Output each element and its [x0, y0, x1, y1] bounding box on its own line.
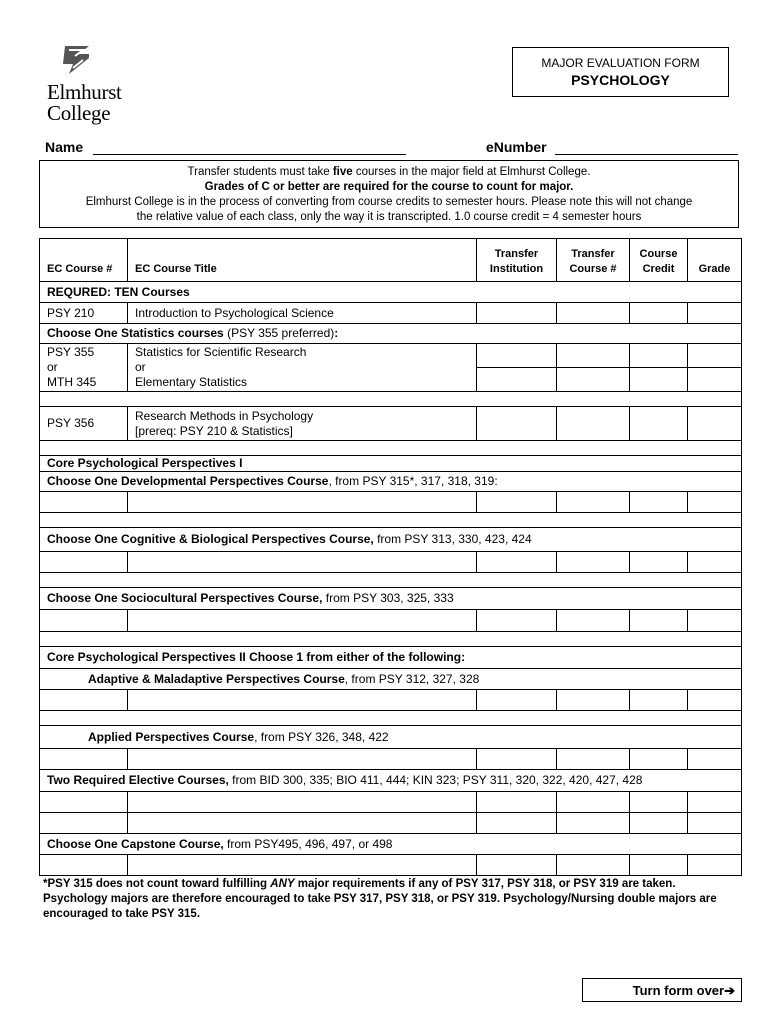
- notice-line-3: Elmhurst College is in the process of converting from course credits to semester hours. Please note this will not change: [85, 196, 693, 208]
- transfer-institution-cell[interactable]: [477, 303, 557, 324]
- transfer-institution-cell[interactable]: [477, 690, 557, 711]
- transfer-notice: [39, 160, 739, 228]
- required-heading: REQURED: TEN Courses: [40, 282, 742, 303]
- transfer-institution-cell[interactable]: [477, 407, 557, 441]
- transfer-course-cell[interactable]: [557, 690, 630, 711]
- course-num: PSY 355 or MTH 345: [40, 344, 128, 392]
- core1-heading: Core Psychological Perspectives I: [40, 456, 742, 472]
- credit-cell[interactable]: [630, 492, 688, 513]
- table-row: [40, 552, 742, 573]
- table-row: [40, 492, 742, 513]
- course-title: Introduction to Psychological Science: [128, 303, 477, 324]
- transfer-institution-cell[interactable]: [477, 368, 557, 392]
- course-num: PSY 210: [40, 303, 128, 324]
- course-num-cell[interactable]: [40, 749, 128, 770]
- grade-cell[interactable]: [688, 749, 742, 770]
- grade-cell[interactable]: [688, 792, 742, 813]
- spacer-row: [40, 711, 742, 726]
- course-num-cell[interactable]: [40, 813, 128, 834]
- credit-cell[interactable]: [630, 303, 688, 324]
- college-logo: [47, 44, 157, 124]
- course-num-cell[interactable]: [40, 492, 128, 513]
- header-row: [40, 239, 742, 282]
- credit-cell[interactable]: [630, 552, 688, 573]
- cog-heading: Choose One Cognitive & Biological Perspectives Course, from PSY 313, 330, 423, 424: [40, 528, 742, 552]
- header-course-title: EC Course Title: [128, 239, 477, 282]
- logo-mark-icon: [59, 44, 93, 78]
- enumber-label: eNumber: [485, 139, 547, 155]
- transfer-course-cell[interactable]: [557, 610, 630, 632]
- table-row: [40, 813, 742, 834]
- transfer-course-cell[interactable]: [557, 303, 630, 324]
- course-title: Statistics for Scientific Research or Elementary Statistics: [128, 344, 477, 392]
- course-num-cell[interactable]: [40, 610, 128, 632]
- credit-cell[interactable]: [630, 407, 688, 441]
- logo-line-1: Elmhurst: [47, 80, 122, 104]
- credit-cell[interactable]: [630, 344, 688, 368]
- transfer-course-cell[interactable]: [557, 813, 630, 834]
- form-subject: PSYCHOLOGY: [571, 72, 670, 88]
- transfer-institution-cell[interactable]: [477, 344, 557, 368]
- course-title-cell[interactable]: [128, 749, 477, 770]
- course-table: [39, 238, 742, 876]
- transfer-institution-cell[interactable]: [477, 749, 557, 770]
- credit-cell[interactable]: [630, 610, 688, 632]
- credit-cell[interactable]: [630, 792, 688, 813]
- grade-cell[interactable]: [688, 690, 742, 711]
- credit-cell[interactable]: [630, 813, 688, 834]
- course-num-cell[interactable]: [40, 690, 128, 711]
- course-title-cell[interactable]: [128, 610, 477, 632]
- adapt-heading: Adaptive & Maladaptive Perspectives Course, from PSY 312, 327, 328: [40, 669, 742, 690]
- elective-heading: Two Required Elective Courses, from BID 300, 335; BIO 411, 444; KIN 323; PSY 311, 320, 322, 420, 427, 428: [40, 770, 742, 792]
- table-row: [40, 690, 742, 711]
- spacer-row: [40, 632, 742, 647]
- spacer-row: [40, 392, 742, 407]
- table-row: [40, 407, 742, 441]
- name-field[interactable]: [93, 140, 406, 155]
- transfer-institution-cell[interactable]: [477, 792, 557, 813]
- transfer-course-cell[interactable]: [557, 855, 630, 876]
- grade-cell[interactable]: [688, 368, 742, 392]
- notice-line-1: Transfer students must take five courses in the major field at Elmhurst College.: [187, 166, 591, 178]
- course-title-cell[interactable]: [128, 690, 477, 711]
- grade-cell[interactable]: [688, 610, 742, 632]
- spacer-row: [40, 573, 742, 588]
- transfer-course-cell[interactable]: [557, 552, 630, 573]
- notice-line-2: Grades of C or better are required for the course to count for major.: [204, 181, 574, 193]
- stats-heading: Choose One Statistics courses (PSY 355 preferred):: [40, 324, 742, 344]
- logo-line-2: College: [47, 101, 111, 125]
- course-title-cell[interactable]: [128, 492, 477, 513]
- capstone-heading: Choose One Capstone Course, from PSY495, 496, 497, or 498: [40, 834, 742, 855]
- course-num-cell[interactable]: [40, 855, 128, 876]
- spacer-row: [40, 441, 742, 456]
- header-course-credit: Course Credit: [630, 239, 688, 282]
- transfer-institution-cell[interactable]: [477, 855, 557, 876]
- notice-line-4: the relative value of each class, only the way it is transcripted. 1.0 course credit = 4 semester hours: [136, 211, 642, 223]
- transfer-institution-cell[interactable]: [477, 813, 557, 834]
- form-title-box: [512, 47, 729, 97]
- course-num-cell[interactable]: [40, 792, 128, 813]
- spacer-row: [40, 513, 742, 528]
- transfer-course-cell[interactable]: [557, 407, 630, 441]
- grade-cell[interactable]: [688, 407, 742, 441]
- form-title: MAJOR EVALUATION FORM: [541, 56, 700, 70]
- credit-cell[interactable]: [630, 368, 688, 392]
- course-title-cell[interactable]: [128, 792, 477, 813]
- course-num-cell[interactable]: [40, 552, 128, 573]
- course-title-cell[interactable]: [128, 552, 477, 573]
- turn-form-over-label: Turn form over: [632, 983, 725, 998]
- credit-cell[interactable]: [630, 690, 688, 711]
- applied-heading: Applied Perspectives Course, from PSY 326, 348, 422: [40, 726, 742, 749]
- transfer-course-cell[interactable]: [557, 749, 630, 770]
- credit-cell[interactable]: [630, 749, 688, 770]
- grade-cell[interactable]: [688, 552, 742, 573]
- course-title-cell[interactable]: [128, 855, 477, 876]
- enumber-field[interactable]: [555, 140, 738, 155]
- name-row: [45, 139, 740, 157]
- transfer-course-cell[interactable]: [557, 344, 630, 368]
- turn-form-over-box: [582, 978, 742, 1002]
- header-transfer-institution: Transfer Institution: [477, 239, 557, 282]
- header-course-num: EC Course #: [40, 239, 128, 282]
- table-row: [40, 303, 742, 324]
- dev-heading: Choose One Developmental Perspectives Course, from PSY 315*, 317, 318, 319:: [40, 472, 742, 492]
- table-row: [40, 610, 742, 632]
- course-title-cell[interactable]: [128, 813, 477, 834]
- right-arrow-icon: ➔: [724, 983, 735, 998]
- grade-cell[interactable]: [688, 492, 742, 513]
- header-grade: Grade: [688, 239, 742, 282]
- grade-cell[interactable]: [688, 855, 742, 876]
- table-row: [40, 792, 742, 813]
- transfer-course-cell[interactable]: [557, 368, 630, 392]
- course-num: PSY 356: [40, 407, 128, 441]
- transfer-institution-cell[interactable]: [477, 610, 557, 632]
- grade-cell[interactable]: [688, 303, 742, 324]
- table-row: [40, 749, 742, 770]
- grade-cell[interactable]: [688, 813, 742, 834]
- transfer-institution-cell[interactable]: [477, 492, 557, 513]
- name-label: Name: [45, 139, 84, 155]
- grade-cell[interactable]: [688, 344, 742, 368]
- table-row: [40, 344, 742, 368]
- header-transfer-course: Transfer Course #: [557, 239, 630, 282]
- table-row: [40, 855, 742, 876]
- core2-heading: Core Psychological Perspectives II Choose 1 from either of the following:: [40, 647, 742, 669]
- transfer-course-cell[interactable]: [557, 792, 630, 813]
- course-title: Research Methods in Psychology [prereq: PSY 210 & Statistics]: [128, 407, 477, 441]
- soc-heading: Choose One Sociocultural Perspectives Course, from PSY 303, 325, 333: [40, 588, 742, 610]
- transfer-course-cell[interactable]: [557, 492, 630, 513]
- transfer-institution-cell[interactable]: [477, 552, 557, 573]
- credit-cell[interactable]: [630, 855, 688, 876]
- footnote: *PSY 315 does not count toward fulfilling ANY major requirements if any of PSY 317, PSY 318, or PSY 319 are taken. Psychology majors are therefore encouraged to take PSY 317, PSY 318, or PSY 319. Psychology/Nursing double majors are encouraged to take PSY 315.: [43, 878, 717, 920]
